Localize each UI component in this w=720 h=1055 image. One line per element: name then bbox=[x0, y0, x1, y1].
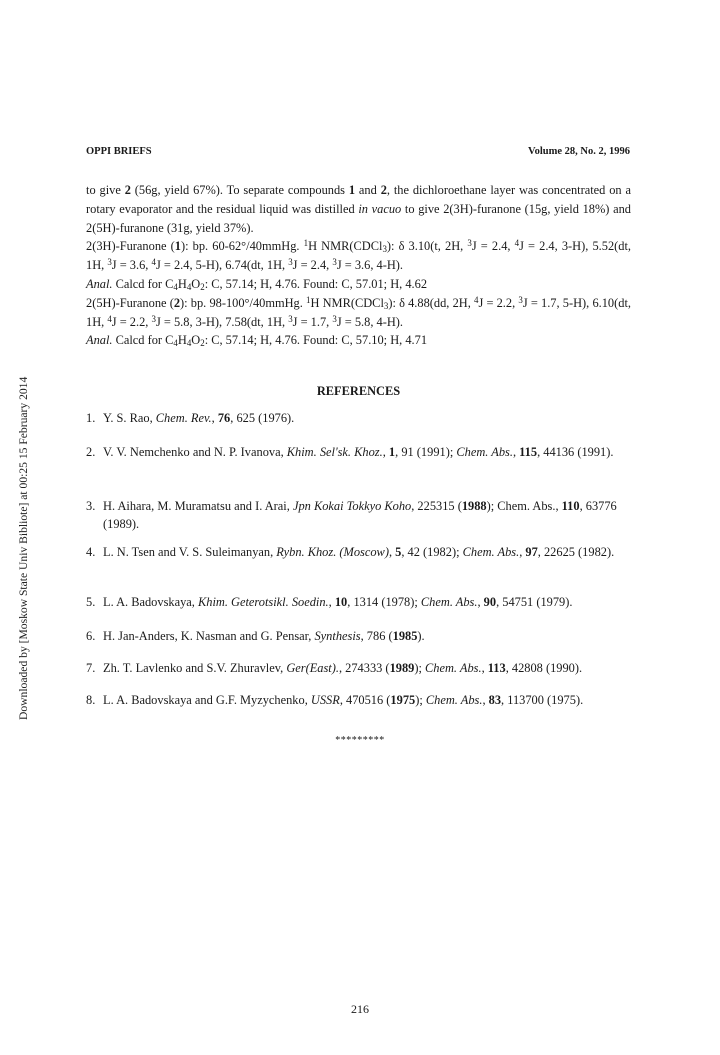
volume-info: Volume 28, No. 2, 1996 bbox=[528, 146, 630, 157]
reference-number: 4. bbox=[86, 545, 96, 559]
reference-text: L. A. Badovskaya, Khim. Geterotsikl. Soedin., 10, 1314 (1978); Chem. Abs., 90, 54751 (1979). bbox=[103, 595, 573, 609]
reference-number: 6. bbox=[86, 629, 96, 643]
reference-number: 8. bbox=[86, 693, 96, 707]
reference-text: L. N. Tsen and V. S. Suleimanyan, Rybn. Khoz. (Moscow), 5, 42 (1982); Chem. Abs., 97, 22625 (1982). bbox=[103, 545, 615, 559]
reference-text: H. Jan-Anders, K. Nasman and G. Pensar, Synthesis, 786 (1985). bbox=[103, 629, 425, 643]
reference-text: L. A. Badovskaya and G.F. Myzychenko, USSR, 470516 (1975); Chem. Abs., 83, 113700 (1975). bbox=[103, 693, 584, 707]
reference-number: 1. bbox=[86, 411, 96, 425]
reference-text: H. Aihara, M. Muramatsu and I. Arai, Jpn Kokai Tokkyo Koho, 225315 (1988); Chem. Abs., 110, 63776 (1989). bbox=[103, 499, 617, 531]
reference-number: 5. bbox=[86, 595, 96, 609]
references-heading: REFERENCES bbox=[316, 384, 401, 398]
running-header bbox=[86, 146, 630, 162]
reference-text: Y. S. Rao, Chem. Rev., 76, 625 (1976). bbox=[103, 411, 295, 425]
paragraph-compound-1-analysis: Anal. Calcd for $C_4H_4O_2$: C, 57.14; H, 4.76. Found: C, 57.01; H, 4.62 bbox=[86, 276, 428, 293]
page-number: 216 bbox=[351, 1002, 369, 1016]
reference-text: Zh. T. Lavlenko and S.V. Zhuravlev, Ger(East)., 274333 (1989); Chem. Abs., 113, 42808 (1990). bbox=[103, 661, 583, 675]
reference-number: 3. bbox=[86, 499, 96, 513]
paragraph-compound-1-nmr: 2(3H)-Furanone (1): bp. 60-62°/40mmHg. $^1$H NMR(CDCl$_3$): δ 3.10(t, 2H, $^3$J = 2.4, $^4$J = 2.4, 3-H), 5.52(dt, 1H, $^3$J = 3.6, $^4$J = 2.4, 5-H), 6.74(dt, 1H, $^3$J = 2.4, $^3$J = 3.6, 4-H). bbox=[86, 238, 632, 273]
body-text bbox=[86, 181, 631, 350]
download-watermark: Downloaded by [Moskow State Univ Bibliote] at 00:25 15 February 2014 bbox=[17, 376, 30, 720]
reference-text: V. V. Nemchenko and N. P. Ivanova, Khim. Sel'sk. Khoz., 1, 91 (1991); Chem. Abs., 115, 44136 (1991). bbox=[103, 445, 614, 459]
paragraph-compound-2-nmr: 2(5H)-Furanone (2): bp. 98-100°/40mmHg. $^1$H NMR(CDCl$_3$): δ 4.88(dd, 2H, $^4$J = 2.2, $^3$J = 1.7, 5-H), 6.10(dt, 1H, $^4$J = 2.2, $^3$J = 5.8, 3-H), 7.58(dt, 1H, $^3$J = 1.7, $^3$J = 5.8, 4-H). bbox=[86, 294, 631, 329]
journal-section-title: OPPI BRIEFS bbox=[86, 146, 152, 157]
section-separator: ********* bbox=[335, 735, 385, 746]
paragraph-separation: to give 2 (56g, yield 67%). To separate compounds 1 and 2, the dichloroethane layer was concentrated on a rotary evaporator and the residual liquid was distilled in vacuo to give 2(3H)-furanone (15g, yield 18%) and 2(5H)-furanone (31g, yield 37%). bbox=[86, 183, 631, 235]
paragraph-compound-2-analysis: Anal. Calcd for $C_4H_4O_2$: C, 57.14; H, 4.76. Found: C, 57.10; H, 4.71 bbox=[86, 333, 428, 349]
reference-number: 2. bbox=[86, 445, 96, 459]
reference-number: 7. bbox=[86, 661, 96, 675]
